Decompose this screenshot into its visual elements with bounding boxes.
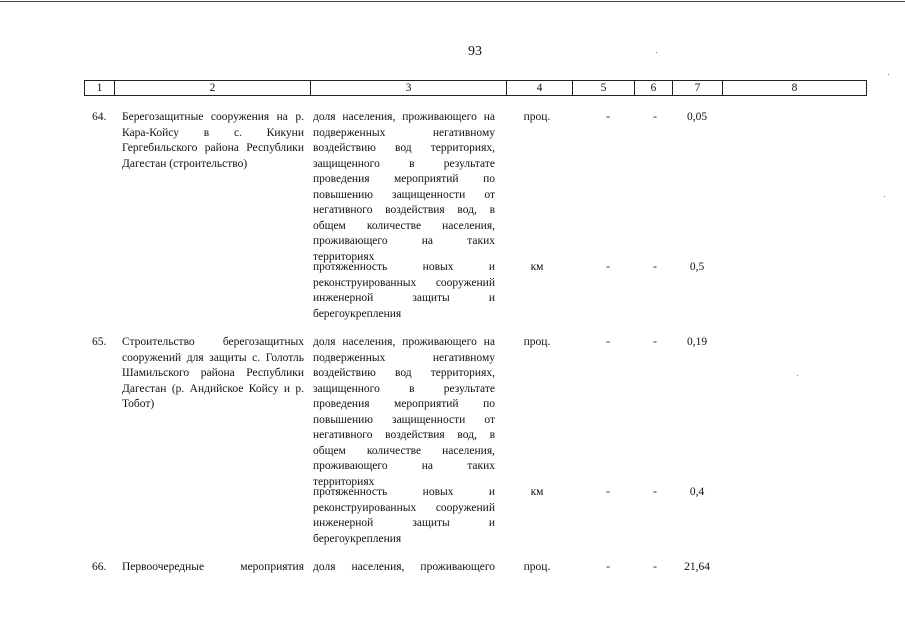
indicator-text: протяженность новых и реконструированных сооружений инженерной защиты и берегоукрепления xyxy=(313,261,495,320)
indicator-unit: проц. xyxy=(523,336,551,348)
indicator-unit: проц. xyxy=(523,111,551,123)
page-number: 93 xyxy=(468,44,482,59)
col5-value: - xyxy=(606,336,610,348)
col7-value: 0,05 xyxy=(686,111,708,123)
header-col-6: 6 xyxy=(634,81,672,95)
scan-speck xyxy=(888,74,889,75)
indicator-text: доля населения, проживающего xyxy=(313,561,495,573)
scan-speck xyxy=(656,52,657,53)
col5-value: - xyxy=(606,111,610,123)
col5-value: - xyxy=(606,561,610,573)
indicator-text: протяженность новых и реконструированных сооружений инженерной защиты и берегоукрепления xyxy=(313,486,495,545)
col7-value: 0,19 xyxy=(686,336,708,348)
header-col-4: 4 xyxy=(506,81,572,95)
col7-value: 21,64 xyxy=(684,561,710,573)
indicator-unit: км xyxy=(530,486,544,498)
col7-value: 0,4 xyxy=(689,486,705,498)
col6-value: - xyxy=(653,111,657,123)
header-col-3: 3 xyxy=(310,81,506,95)
header-col-7: 7 xyxy=(672,81,722,95)
measure-name: Первоочередные мероприятия xyxy=(122,561,304,573)
row-number: 66. xyxy=(92,561,107,573)
indicator-text: доля населения, проживающего на подверженных негативному воздействию вод территориях, защищенного в результате проведения мероприятий по повышению защищенности от негативного воздействия вод, в общем количестве населения, проживающего на таких территориях xyxy=(313,336,495,488)
indicator-unit: проц. xyxy=(523,561,551,573)
table-header-row xyxy=(84,80,867,96)
col7-value: 0,5 xyxy=(689,261,705,273)
measure-name: Берегозащитные сооружения на р. Кара-Койсу в с. Кикуни Гергебильского района Республики Дагестан (строительство) xyxy=(122,111,304,170)
row-number: 64. xyxy=(92,111,107,123)
col5-value: - xyxy=(606,261,610,273)
page-top-edge xyxy=(0,1,905,2)
scan-speck xyxy=(797,375,798,376)
col6-value: - xyxy=(653,486,657,498)
header-col-2: 2 xyxy=(114,81,310,95)
measure-name: Строительство берегозащитных сооружений для защиты с. Голотль Шамильского района Республики Дагестан (р. Андийское Койсу и р. Тобот) xyxy=(122,336,304,410)
indicator-unit: км xyxy=(530,261,544,273)
col5-value: - xyxy=(606,486,610,498)
header-col-5: 5 xyxy=(572,81,634,95)
col6-value: - xyxy=(653,561,657,573)
scan-speck xyxy=(884,196,885,197)
col6-value: - xyxy=(653,336,657,348)
row-number: 65. xyxy=(92,336,107,348)
header-col-8: 8 xyxy=(722,81,866,95)
col6-value: - xyxy=(653,261,657,273)
header-col-1: 1 xyxy=(84,81,114,95)
indicator-text: доля населения, проживающего на подверженных негативному воздействию вод территориях, защищенного в результате проведения мероприятий по повышению защищенности от негативного воздействия вод, в общем количестве населения, проживающего на таких территориях xyxy=(313,111,495,263)
